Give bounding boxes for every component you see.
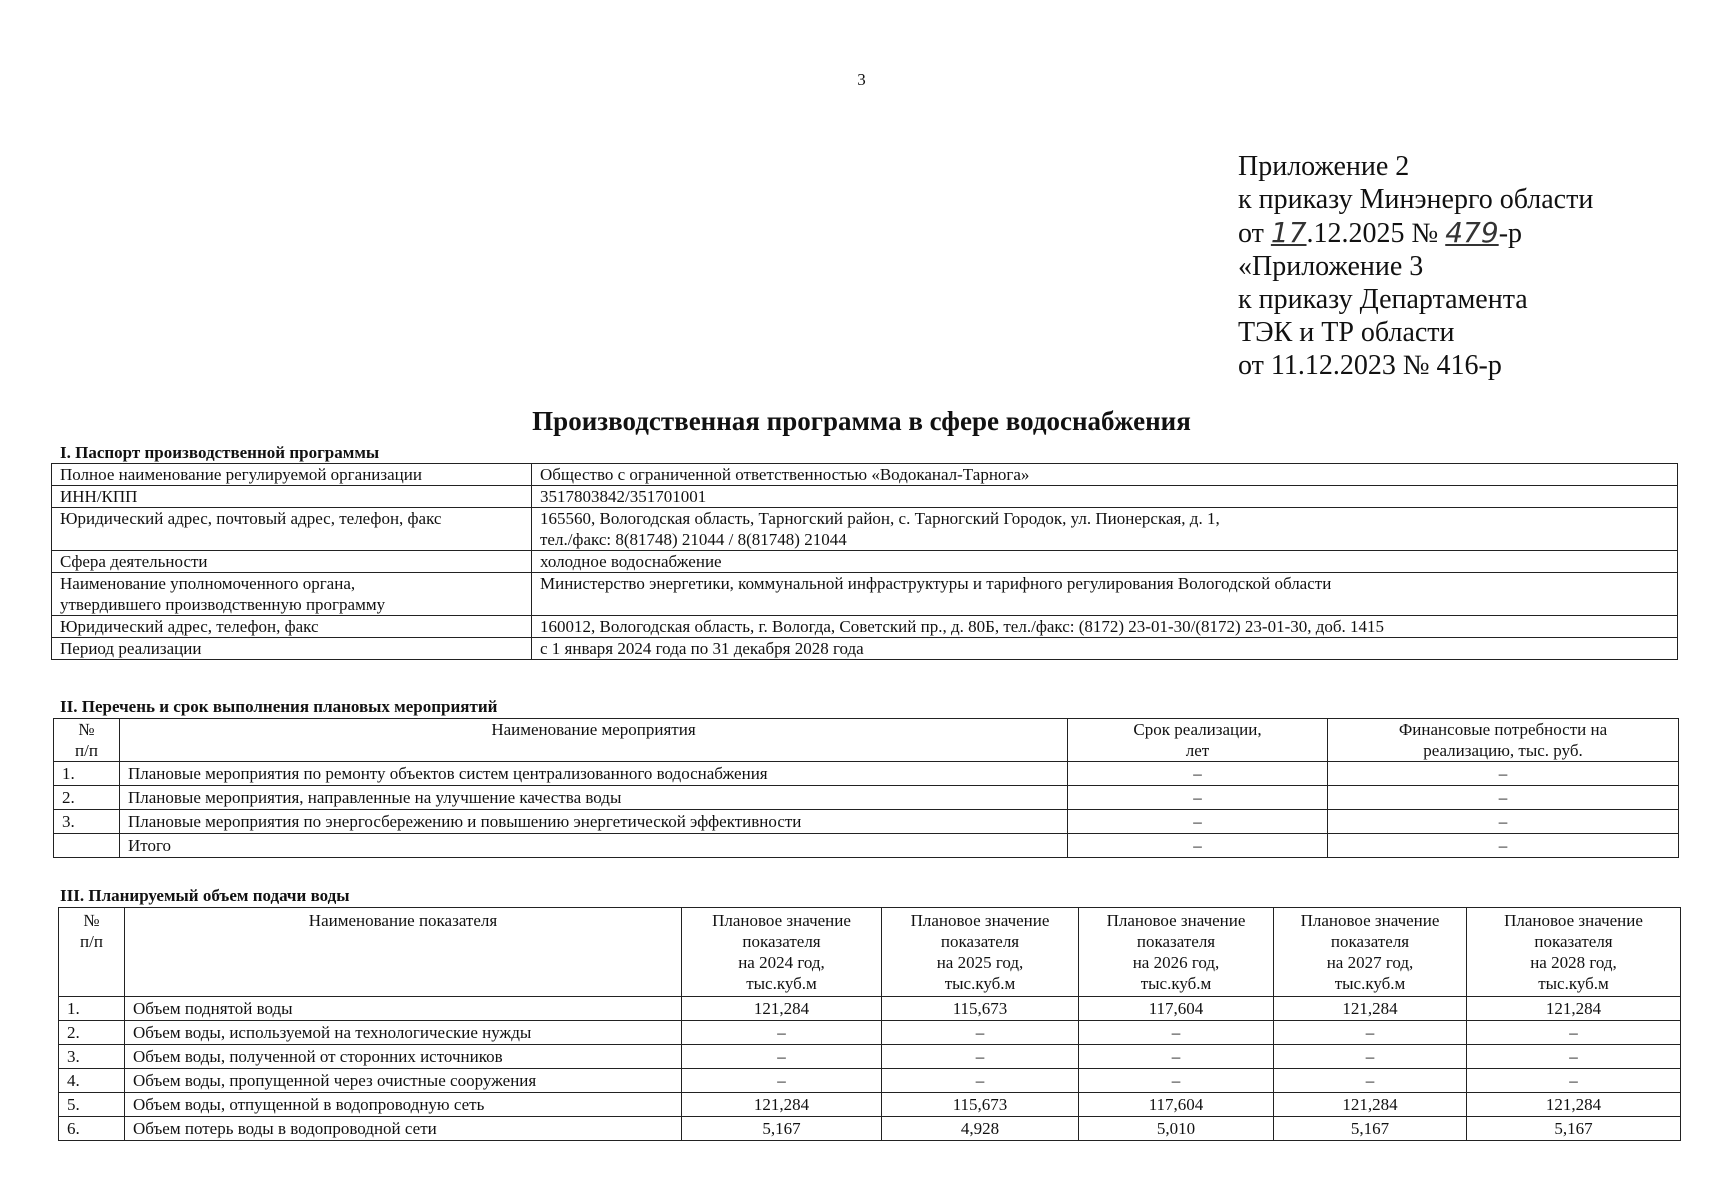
table-row [59, 1021, 1681, 1045]
indicator-name: Объем поднятой воды [125, 997, 682, 1021]
passport-label-line: утвердившего производственную программу [60, 595, 386, 614]
table-header-row [59, 908, 1681, 997]
value-2024: 121,284 [682, 1093, 882, 1117]
value-2025: 115,673 [882, 1093, 1079, 1117]
activity-name: Итого [120, 834, 1068, 858]
appendix-line: к приказу Минэнерго области [1238, 184, 1594, 215]
passport-value: Общество с ограниченной ответственностью «Водоканал-Тарнога» [532, 464, 1678, 486]
passport-label [52, 573, 532, 616]
activity-name: Плановые мероприятия по ремонту объектов систем централизованного водоснабжения [120, 762, 1068, 786]
document-title: Производственная программа в сфере водоснабжения [532, 406, 1191, 436]
value-2027: 5,167 [1274, 1117, 1467, 1141]
appendix-text: .12.2025 № [1306, 218, 1446, 249]
appendix-text: от [1238, 218, 1271, 249]
appendix-line: Приложение 2 [1238, 151, 1410, 182]
row-number: 2. [54, 786, 120, 810]
column-header-number: № п/п [54, 719, 120, 762]
appendix-block [1238, 150, 1593, 382]
table-row [52, 508, 1678, 551]
value-2026: – [1079, 1021, 1274, 1045]
table-row [59, 1093, 1681, 1117]
table-row-total [54, 834, 1679, 858]
row-number: 1. [59, 997, 125, 1021]
column-header-year: Плановое значение показателя на 2028 год, тыс.куб.м [1467, 908, 1681, 997]
appendix-line: к приказу Департамента [1238, 284, 1528, 315]
passport-table [51, 463, 1678, 660]
passport-label: Юридический адрес, телефон, факс [52, 616, 532, 638]
page-number: 3 [857, 70, 866, 89]
value-2024: 5,167 [682, 1117, 882, 1141]
activity-term: – [1068, 786, 1328, 810]
indicator-name: Объем воды, отпущенной в водопроводную сеть [125, 1093, 682, 1117]
water-volume-table [58, 907, 1681, 1141]
column-header-indicator: Наименование показателя [125, 908, 682, 997]
passport-label: Период реализации [52, 638, 532, 660]
table-row [52, 573, 1678, 616]
passport-value-line: 165560, Вологодская область, Тарногский район, с. Тарногский Городок, ул. Пионерская, д. 1, [540, 509, 1220, 528]
appendix-line: «Приложение 3 [1238, 251, 1424, 282]
value-2027: – [1274, 1045, 1467, 1069]
indicator-name: Объем воды, используемой на технологические нужды [125, 1021, 682, 1045]
value-2027: – [1274, 1069, 1467, 1093]
table-header-row [54, 719, 1679, 762]
table-row [59, 1045, 1681, 1069]
value-2028: 5,167 [1467, 1117, 1681, 1141]
appendix-order-line [1238, 216, 1593, 250]
passport-label: ИНН/КПП [52, 486, 532, 508]
row-number: 3. [54, 810, 120, 834]
column-header-year: Плановое значение показателя на 2024 год, тыс.куб.м [682, 908, 882, 997]
appendix-line: от 11.12.2023 № 416-р [1238, 350, 1502, 381]
activity-financing: – [1328, 810, 1679, 834]
column-header-year: Плановое значение показателя на 2026 год, тыс.куб.м [1079, 908, 1274, 997]
activity-name: Плановые мероприятия по энергосбережению и повышению энергетической эффективности [120, 810, 1068, 834]
value-2024: 121,284 [682, 997, 882, 1021]
appendix-line: ТЭК и ТР области [1238, 317, 1455, 348]
activity-name: Плановые мероприятия, направленные на улучшение качества воды [120, 786, 1068, 810]
value-2025: 115,673 [882, 997, 1079, 1021]
table-row [52, 638, 1678, 660]
indicator-name: Объем воды, полученной от сторонних источников [125, 1045, 682, 1069]
value-2028: 121,284 [1467, 1093, 1681, 1117]
indicator-name: Объем воды, пропущенной через очистные сооружения [125, 1069, 682, 1093]
section-title-activities: II. Перечень и срок выполнения плановых мероприятий [60, 697, 498, 716]
indicator-name: Объем потерь воды в водопроводной сети [125, 1117, 682, 1141]
passport-label: Юридический адрес, почтовый адрес, телефон, факс [52, 508, 532, 551]
value-2026: – [1079, 1045, 1274, 1069]
column-header-term: Срок реализации, лет [1068, 719, 1328, 762]
table-row [59, 997, 1681, 1021]
table-row [52, 551, 1678, 573]
row-number: 2. [59, 1021, 125, 1045]
column-header-year: Плановое значение показателя на 2025 год, тыс.куб.м [882, 908, 1079, 997]
column-header-year: Плановое значение показателя на 2027 год, тыс.куб.м [1274, 908, 1467, 997]
value-2026: 117,604 [1079, 1093, 1274, 1117]
value-2027: – [1274, 1021, 1467, 1045]
handwritten-day: 17 [1270, 216, 1307, 249]
passport-label: Полное наименование регулируемой организации [52, 464, 532, 486]
section-title-passport: I. Паспорт производственной программы [60, 443, 380, 462]
value-2028: – [1467, 1045, 1681, 1069]
value-2025: 4,928 [882, 1117, 1079, 1141]
value-2028: – [1467, 1069, 1681, 1093]
passport-value: Министерство энергетики, коммунальной инфраструктуры и тарифного регулирования Вологодской области [532, 573, 1678, 616]
value-2026: 117,604 [1079, 997, 1274, 1021]
column-header-number: № п/п [59, 908, 125, 997]
table-row [59, 1069, 1681, 1093]
activities-table [53, 718, 1679, 858]
value-2025: – [882, 1021, 1079, 1045]
table-row [52, 464, 1678, 486]
table-row [52, 486, 1678, 508]
passport-value: 160012, Вологодская область, г. Вологда, Советский пр., д. 80Б, тел./факс: (8172) 23-01-30/(8172) 23-01-30, доб. 1415 [532, 616, 1678, 638]
activity-term: – [1068, 762, 1328, 786]
value-2026: – [1079, 1069, 1274, 1093]
passport-value-line: тел./факс: 8(81748) 21044 / 8(81748) 21044 [540, 530, 847, 549]
table-row [59, 1117, 1681, 1141]
activity-financing: – [1328, 762, 1679, 786]
value-2027: 121,284 [1274, 997, 1467, 1021]
passport-value: с 1 января 2024 года по 31 декабря 2028 года [532, 638, 1678, 660]
value-2025: – [882, 1045, 1079, 1069]
value-2027: 121,284 [1274, 1093, 1467, 1117]
value-2026: 5,010 [1079, 1117, 1274, 1141]
value-2025: – [882, 1069, 1079, 1093]
passport-label-line: Наименование уполномоченного органа, [60, 574, 356, 593]
activity-term: – [1068, 834, 1328, 858]
handwritten-number: 479 [1445, 216, 1499, 249]
activity-term: – [1068, 810, 1328, 834]
table-row [54, 786, 1679, 810]
table-row [54, 810, 1679, 834]
value-2024: – [682, 1021, 882, 1045]
passport-value: холодное водоснабжение [532, 551, 1678, 573]
value-2024: – [682, 1069, 882, 1093]
activity-financing: – [1328, 786, 1679, 810]
row-number: 5. [59, 1093, 125, 1117]
passport-value: 3517803842/351701001 [532, 486, 1678, 508]
activity-financing: – [1328, 834, 1679, 858]
table-row [52, 616, 1678, 638]
table-row [54, 762, 1679, 786]
row-number: 3. [59, 1045, 125, 1069]
row-number [54, 834, 120, 858]
column-header-name: Наименование мероприятия [120, 719, 1068, 762]
value-2024: – [682, 1045, 882, 1069]
value-2028: – [1467, 1021, 1681, 1045]
passport-label: Сфера деятельности [52, 551, 532, 573]
row-number: 6. [59, 1117, 125, 1141]
column-header-financing: Финансовые потребности на реализацию, тыс. руб. [1328, 719, 1679, 762]
appendix-text: -р [1498, 218, 1523, 249]
passport-value [532, 508, 1678, 551]
section-title-water-volume: III. Планируемый объем подачи воды [60, 886, 350, 905]
row-number: 4. [59, 1069, 125, 1093]
value-2028: 121,284 [1467, 997, 1681, 1021]
row-number: 1. [54, 762, 120, 786]
